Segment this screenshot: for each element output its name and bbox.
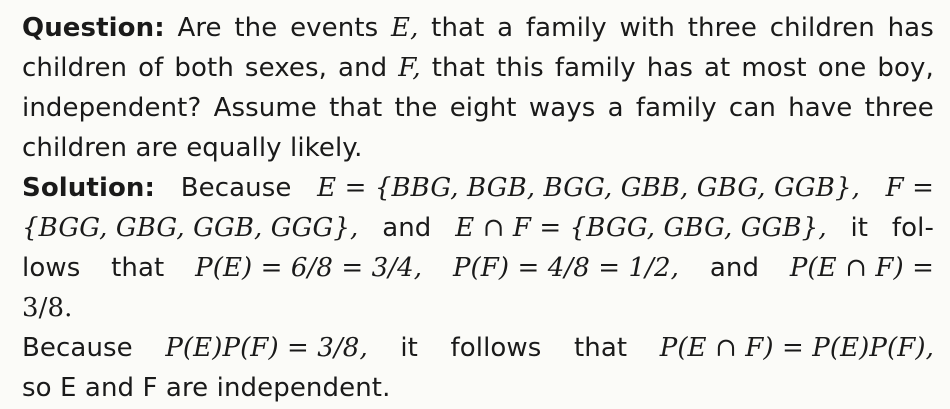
word: that — [573, 333, 628, 363]
question-line-3 — [22, 88, 934, 128]
solution-line-2 — [22, 208, 934, 248]
word: independent? — [22, 93, 202, 123]
word: three — [687, 13, 758, 43]
word: it — [400, 333, 418, 363]
math-product: P(E)P(F) = 3/8, — [165, 333, 368, 363]
word: Assume — [213, 93, 317, 123]
word: children — [769, 13, 875, 43]
word: family — [635, 93, 717, 123]
word: Are — [177, 13, 222, 43]
word: of — [138, 53, 164, 83]
word: fol- — [891, 213, 934, 243]
word: at — [703, 53, 731, 83]
word: that — [111, 253, 165, 283]
solution-line-6: so E and F are independent. — [22, 373, 391, 403]
solution-line-4: 3/8. — [22, 293, 73, 323]
word: sexes, — [244, 53, 328, 83]
word: it — [850, 213, 869, 243]
word: eight — [449, 93, 517, 123]
word: that — [329, 93, 383, 123]
word: both — [174, 53, 234, 83]
math-f: F, — [398, 53, 421, 83]
solution-line-5 — [22, 328, 934, 368]
word: has — [887, 13, 934, 43]
word: and — [338, 53, 388, 83]
word: lows — [22, 253, 81, 283]
word: and — [709, 253, 760, 283]
word: three — [864, 93, 934, 123]
word: family — [525, 13, 607, 43]
question-line-2 — [22, 48, 934, 88]
math-pef: P(E ∩ F) = — [789, 253, 934, 283]
word: ways — [528, 93, 596, 123]
word: with — [619, 13, 675, 43]
word: has — [646, 53, 693, 83]
question-label: Question: — [22, 13, 165, 43]
word: follows — [450, 333, 542, 363]
word: have — [788, 93, 853, 123]
math-set-e: E = {BBG, BGB, BGG, GBB, GBG, GGB}, — [317, 173, 860, 203]
math-independence: P(E ∩ F) = P(E)P(F), — [659, 333, 934, 363]
solution-line-3 — [22, 248, 934, 288]
word: Because — [22, 333, 133, 363]
math-pe: P(E) = 6/8 = 3/4, — [195, 253, 423, 283]
word: children — [22, 53, 128, 83]
question-line-4: children are equally likely. — [22, 133, 363, 163]
word: that — [431, 13, 485, 43]
word: that — [431, 53, 485, 83]
word: this — [495, 53, 544, 83]
word: one — [817, 53, 867, 83]
math-f-eq: F = — [885, 173, 934, 203]
word: most — [741, 53, 807, 83]
solution-label: Solution: — [22, 173, 156, 203]
math-pf: P(F) = 4/8 = 1/2, — [452, 253, 680, 283]
slide-content — [22, 6, 934, 406]
word: a — [497, 13, 514, 43]
word: a — [607, 93, 624, 123]
math-intersection-set: E ∩ F = {BGG, GBG, GGB}, — [455, 213, 827, 243]
word: Because — [180, 173, 292, 203]
word: family — [554, 53, 636, 83]
math-set-f: {BGG, GBG, GGB, GGG}, — [22, 213, 359, 243]
word: can — [728, 93, 776, 123]
word: boy, — [877, 53, 934, 83]
word: the — [234, 13, 278, 43]
question-line-1 — [22, 8, 934, 48]
word: and — [382, 213, 432, 243]
math-e: E, — [391, 13, 419, 43]
word: the — [394, 93, 438, 123]
solution-line-1 — [22, 168, 934, 208]
word: events — [290, 13, 379, 43]
